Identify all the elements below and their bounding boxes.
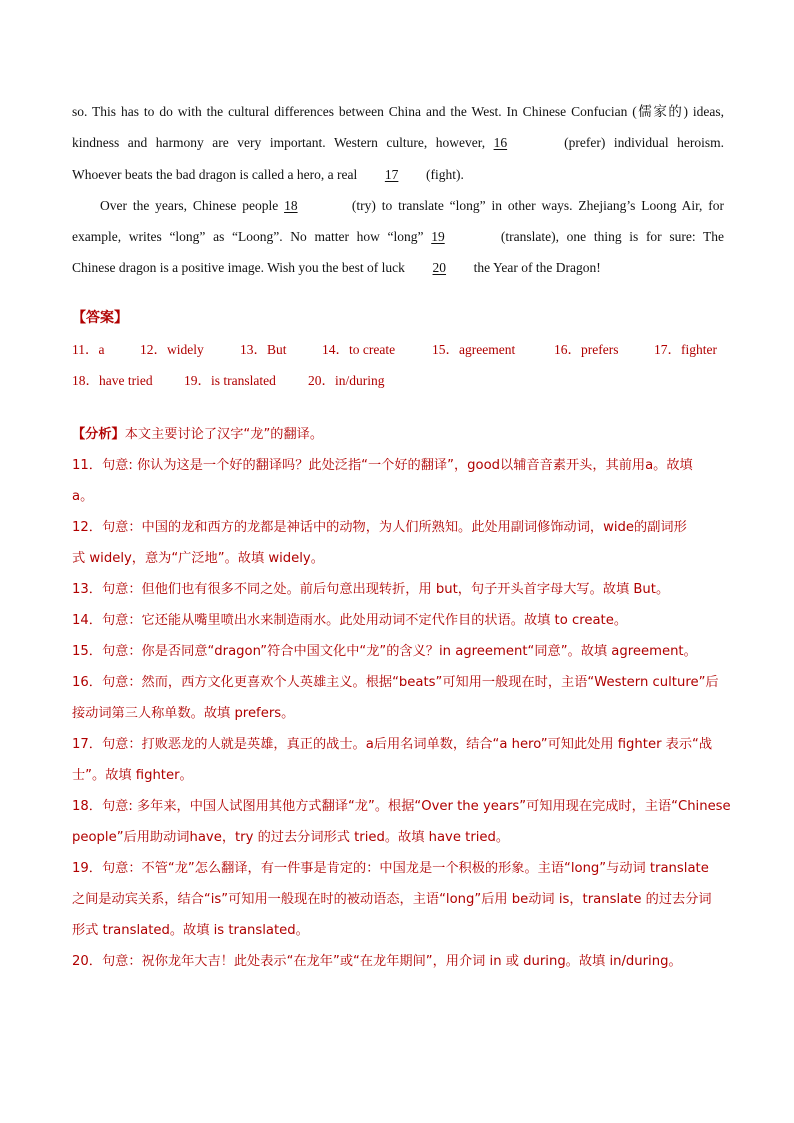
passage-text: example, writes “long” as “Loong”. No matter how “long” bbox=[72, 229, 424, 245]
passage-text: Whoever beats the bad dragon is called a hero, a real bbox=[72, 166, 358, 182]
answer-item: 20．in/during bbox=[308, 372, 385, 388]
blank-18: 18 bbox=[284, 197, 298, 213]
analysis-line: 19．句意：不管“龙”怎么翻译，有一件事是肯定的：中国龙是一个积极的形象。主语“long”与动词 translate bbox=[72, 860, 709, 876]
analysis-section bbox=[72, 419, 731, 977]
analysis-line: a。 bbox=[72, 488, 94, 504]
answer-item: 16．prefers bbox=[554, 341, 619, 357]
passage-text: Over the years, Chinese people bbox=[100, 197, 279, 213]
answer-list bbox=[72, 334, 724, 396]
blank-16: 16 bbox=[493, 135, 508, 151]
answer-row bbox=[72, 334, 724, 365]
passage-line: so. This has to do with the cultural differences between China and the West. In Chinese Confucian (儒家的) ideas, bbox=[72, 104, 724, 119]
passage-text: kindness and harmony are very important. Western culture, however, bbox=[72, 135, 486, 151]
analysis-line: 13．句意：但他们也有很多不同之处。前后句意出现转折，用 but，句子开头首字母大写。故填 But。 bbox=[72, 581, 670, 597]
analysis-line: 12．句意：中国的龙和西方的龙都是神话中的动物，为人们所熟知。此处用副词修饰动词，wide的副词形 bbox=[72, 519, 687, 535]
analysis-line: 形式 translated。故填 is translated。 bbox=[72, 922, 309, 938]
analysis-intro-text: 本文主要讨论了汉字“龙”的翻译。 bbox=[124, 426, 324, 442]
analysis-line: 11．句意: 你认为这是一个好的翻译吗？此处泛指“一个好的翻译”，good以辅音音素开头，其前用a。故填 bbox=[72, 457, 693, 473]
passage-line bbox=[72, 252, 724, 283]
blank-20: 20 bbox=[432, 260, 447, 276]
passage-text: (fight). bbox=[426, 166, 464, 182]
analysis-line: 16．句意：然而，西方文化更喜欢个人英雄主义。根据“beats”可知用一般现在时，主语“Western culture”后 bbox=[72, 674, 719, 690]
passage-text: (prefer) individual heroism. bbox=[564, 135, 725, 151]
blank-19: 19 bbox=[431, 229, 445, 245]
answer-heading: 【答案】 bbox=[72, 309, 128, 326]
analysis-line: 14．句意：它还能从嘴里喷出水来制造雨水。此处用动词不定代作目的状语。故填 to create。 bbox=[72, 612, 628, 628]
analysis-intro bbox=[72, 419, 724, 450]
blank-17: 17 bbox=[384, 166, 399, 182]
analysis-line: people”后用助动词have，try 的过去分词形式 tried。故填 have tried。 bbox=[72, 829, 510, 845]
analysis-line: 接动词第三人称单数。故填 prefers。 bbox=[72, 705, 295, 721]
analysis-line: 士”。故填 fighter。 bbox=[72, 767, 193, 783]
analysis-line: 20．句意：祝你龙年大吉！此处表示“在龙年”或“在龙年期间”，用介词 in 或 during。故填 in/during。 bbox=[72, 953, 682, 969]
answer-item: 18．have tried bbox=[72, 372, 153, 388]
passage bbox=[72, 96, 724, 284]
answer-item: 13．But bbox=[240, 341, 287, 357]
passage-text: Chinese dragon is a positive image. Wish you the best of luck bbox=[72, 260, 405, 276]
analysis-line: 式 widely，意为“广泛地”。故填 widely。 bbox=[72, 550, 324, 566]
analysis-line: 17．句意：打败恶龙的人就是英雄，真正的战士。a后用名词单数，结合“a hero”可知此处用 fighter 表示“战 bbox=[72, 736, 713, 752]
passage-text: the Year of the Dragon! bbox=[473, 260, 601, 276]
passage-text: (try) to translate “long” in other ways. Zhejiang’s Loong Air, for bbox=[351, 197, 725, 213]
answer-row bbox=[72, 365, 724, 396]
analysis-line: 18．句意: 多年来，中国人试图用其他方式翻译“龙”。根据“Over the years”可知用现在完成时，主语“Chinese bbox=[72, 798, 731, 814]
answer-item: 19．is translated bbox=[184, 372, 276, 388]
answer-item: 17．fighter bbox=[654, 341, 717, 357]
analysis-heading: 【分析】 bbox=[72, 426, 125, 442]
answer-item: 15．agreement bbox=[432, 341, 516, 357]
analysis-line: 之间是动宾关系，结合“is”可知用一般现在时的被动语态，主语“long”后用 be动词 is，translate 的过去分词 bbox=[72, 891, 712, 907]
answer-item: 14．to create bbox=[322, 341, 396, 357]
passage-text: (translate), one thing is for sure: The bbox=[500, 229, 725, 245]
answer-item: 12．widely bbox=[140, 341, 204, 357]
passage-line bbox=[72, 190, 724, 221]
answer-item: 11．a bbox=[72, 341, 105, 357]
analysis-line: 15．句意：你是否同意“dragon”符合中国文化中“龙”的含义？in agreement“同意”。故填 agreement。 bbox=[72, 643, 697, 659]
passage-line bbox=[72, 127, 724, 158]
passage-line bbox=[72, 159, 724, 190]
document-page bbox=[72, 96, 731, 977]
passage-line bbox=[72, 221, 724, 252]
